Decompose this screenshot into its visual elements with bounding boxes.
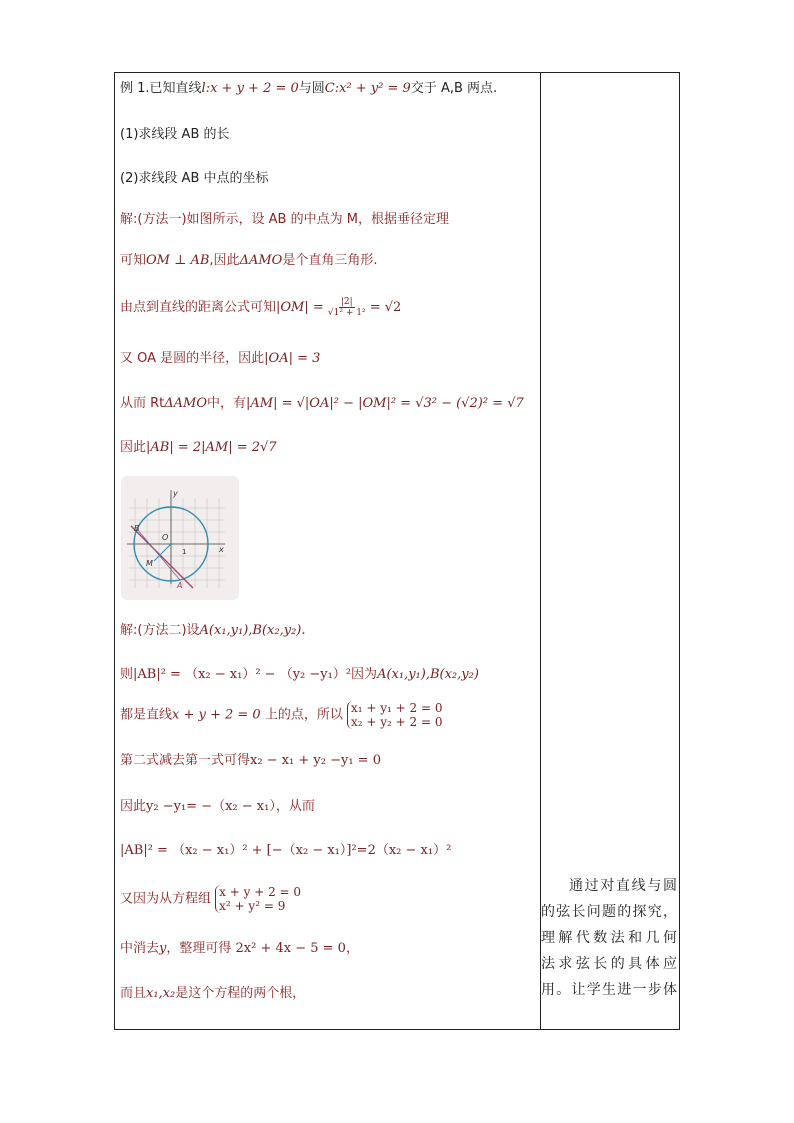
fraction: [328, 297, 366, 318]
math-circle-c: C:x² + y² = 9: [324, 81, 411, 96]
math: A(x₁,y₁),B(x₂,y₂): [377, 667, 479, 682]
text: 是这个方程的两个根，: [175, 986, 306, 1001]
note-line: 法求弦长的具体应: [541, 956, 677, 972]
math: |AM| = √|OA|² − |OM|² = √3² − (√2)² = √7: [246, 396, 524, 411]
text: ,因此: [209, 253, 240, 268]
method1-line1: 解:(方法一)如图所示，设 AB 的中点为 M，根据垂径定理: [120, 212, 449, 227]
lesson-table: [114, 72, 680, 1030]
note-line: 通过对直线与圆: [569, 878, 677, 894]
method1-line4: [120, 349, 320, 369]
text: 而且: [120, 986, 147, 1001]
text: 解:(方法二)设: [120, 623, 200, 638]
text: 中，有: [207, 396, 247, 411]
math: |OA| = 3: [264, 351, 321, 366]
numerator: |2|: [340, 297, 353, 307]
math: x + y + 2 = 0: [172, 707, 261, 723]
math: OM ⊥ AB: [146, 253, 210, 268]
text: 第二式减去第一式可得: [120, 753, 251, 768]
math: |AB|² = （x₂ − x₁）² + [−（x₂ − x₁）]²=2（x₂ − x₁）²: [120, 843, 452, 858]
equation-system: [347, 701, 443, 729]
label-b: B: [134, 524, 140, 533]
equation: x + y + 2 = 0: [219, 885, 302, 899]
note-line: 理解代数法和几何: [541, 930, 677, 946]
circle-line-figure: [121, 476, 239, 600]
math: 2x² + 4x − 5 = 0: [235, 941, 346, 956]
text: 例 1.已知直线: [120, 81, 202, 96]
text: 由点到直线的距离公式可知: [120, 300, 277, 315]
method1-line2: [120, 251, 377, 271]
text: 因为: [351, 667, 378, 682]
math: |AB| = 2|AM| = 2√7: [146, 440, 277, 455]
text: ，整理可得: [166, 941, 236, 956]
label-o: O: [162, 533, 169, 542]
text: 可知: [120, 253, 147, 268]
segment-ab: [137, 529, 180, 580]
text: 又因为从方程组: [120, 891, 212, 907]
label-x: x: [219, 545, 224, 554]
method2-line9: [120, 984, 305, 1004]
label-m: M: [146, 559, 153, 568]
text: 中消去: [120, 941, 160, 956]
math: ΔAMO: [239, 253, 283, 268]
math: A(x₁,y₁),B(x₂,y₂).: [199, 623, 306, 638]
label-y: y: [173, 489, 178, 498]
method1-line6: [120, 438, 277, 458]
method2-line8: [120, 939, 359, 959]
text: 是个直角三角形.: [282, 253, 378, 268]
text: 因此: [120, 440, 147, 455]
math: ΔAMO: [164, 396, 208, 411]
text: ，: [345, 941, 359, 956]
question-2: (2)求线段 AB 中点的坐标: [120, 171, 269, 186]
math: y: [159, 941, 167, 956]
text: 都是直线: [120, 707, 173, 723]
math: = √2: [369, 300, 402, 315]
equation: x₂ + y₂ + 2 = 0: [351, 715, 443, 729]
equation-system: [215, 885, 301, 913]
method1-line3: [120, 297, 401, 318]
note-line: 用。让学生进一步体: [541, 982, 677, 998]
text: 交于 A,B 两点.: [410, 81, 498, 96]
question-1: (1)求线段 AB 的长: [120, 127, 230, 142]
example-statement: [120, 79, 497, 99]
math: |AB|² = （x₂ − x₁）² − （y₂ −y₁）²: [133, 667, 352, 682]
method2-line7: [120, 885, 301, 913]
label-1: 1: [182, 548, 187, 556]
method2-line6: [120, 841, 451, 861]
method2-line1: [120, 621, 306, 641]
method2-line5: [120, 797, 315, 817]
note-line: 的弦长问题的探究，: [541, 904, 677, 920]
content-column: [115, 73, 540, 1029]
math-line-l: l:x + y + 2 = 0: [201, 81, 299, 96]
label-a: A: [177, 581, 183, 590]
method2-line4: [120, 751, 381, 771]
method1-line5: [120, 394, 524, 414]
text: 上的点，所以: [260, 707, 343, 723]
text: 与圆: [298, 81, 325, 96]
text: 因此: [120, 799, 147, 814]
teaching-note-column: [541, 873, 677, 1003]
math: y₂ −y₁= −（x₂ − x₁）: [146, 799, 276, 814]
math: x₁,x₂: [146, 986, 176, 1001]
text: 则: [120, 667, 134, 682]
text: ，从而: [275, 799, 315, 814]
method2-line2: [120, 665, 479, 685]
math: |OM| =: [276, 300, 324, 315]
denominator: √1² + 1²: [327, 308, 366, 318]
text: 从而 Rt: [120, 396, 165, 411]
equation: x₁ + y₁ + 2 = 0: [351, 701, 443, 715]
math: x₂ − x₁ + y₂ −y₁ = 0: [250, 753, 381, 768]
method2-line3: [120, 701, 443, 729]
text: 又 OA 是圆的半径，因此: [120, 351, 265, 366]
figure-svg: [121, 476, 239, 600]
equation: x² + y² = 9: [219, 899, 286, 913]
